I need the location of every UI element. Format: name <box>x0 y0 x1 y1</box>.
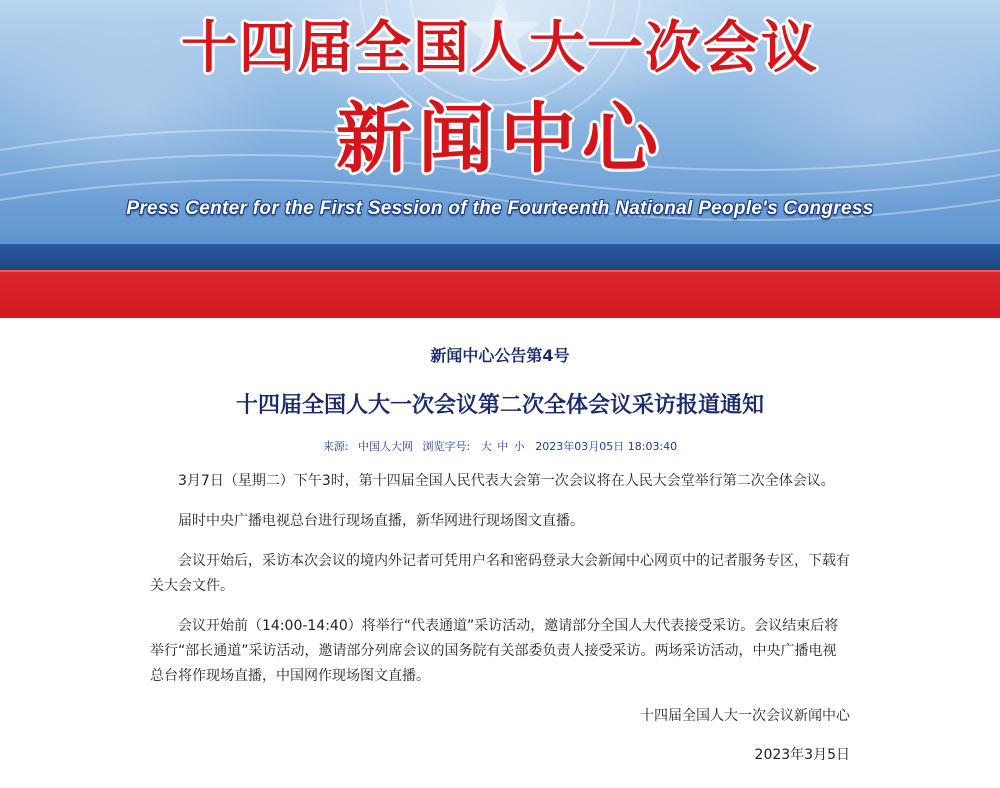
font-size-large-button[interactable]: 大 <box>480 440 492 453</box>
source-label: 来源: <box>322 440 349 453</box>
article-paragraph: 会议开始后，采访本次会议的境内外记者可凭用户名和密码登录大会新闻中心网页中的记者服务专区，下载有关大会文件。 <box>150 553 850 594</box>
banner-title-session: 十四届全国人大一次会议 <box>181 15 819 81</box>
article-headline: 十四届全国人大一次会议第二次全体会议采访报道通知 <box>235 393 764 418</box>
article-paragraph: 3月7日（星期二）下午3时，第十四届全国人民代表大会第一次会议将在人民大会堂举行第二次全体会议。 <box>178 473 835 489</box>
font-size-medium-button[interactable]: 中 <box>497 440 509 453</box>
header-stripe-blue <box>0 244 1000 270</box>
publish-datetime: 2023年03月05日 18:03:40 <box>535 440 678 453</box>
signature-date: 2023年3月5日 <box>754 747 850 763</box>
header-stripe-red <box>0 270 1000 318</box>
font-size-small-button[interactable]: 小 <box>513 440 525 453</box>
banner-title-press-center: 新闻中心 <box>336 94 664 183</box>
article-meta <box>0 439 1000 455</box>
article-paragraph: 届时中央广播电视总台进行现场直播，新华网进行现场图文直播。 <box>178 513 584 529</box>
signature-organization: 十四届全国人大一次会议新闻中心 <box>640 708 850 724</box>
article-body <box>150 469 850 689</box>
header-banner <box>0 0 1000 244</box>
article <box>0 318 1000 768</box>
font-size-label: 浏览字号: <box>422 440 471 453</box>
article-paragraph: 会议开始前（14:00-14:40）将举行“代表通道”采访活动，邀请部分全国人大代表接受采访。会议结束后将举行“部长通道”采访活动，邀请部分列席会议的国务院有关部委负责人接受采访。两场采访活动，中央广播电视总台将作现场直播，中国网作现场图文直播。 <box>150 618 839 684</box>
font-size-controls <box>480 440 530 453</box>
bulletin-number: 新闻中心公告第4号 <box>430 346 570 365</box>
banner-subtitle-english: Press Center for the First Session of the Fourteenth National People's Congress <box>126 198 874 219</box>
source-value: 中国人大网 <box>358 440 414 453</box>
